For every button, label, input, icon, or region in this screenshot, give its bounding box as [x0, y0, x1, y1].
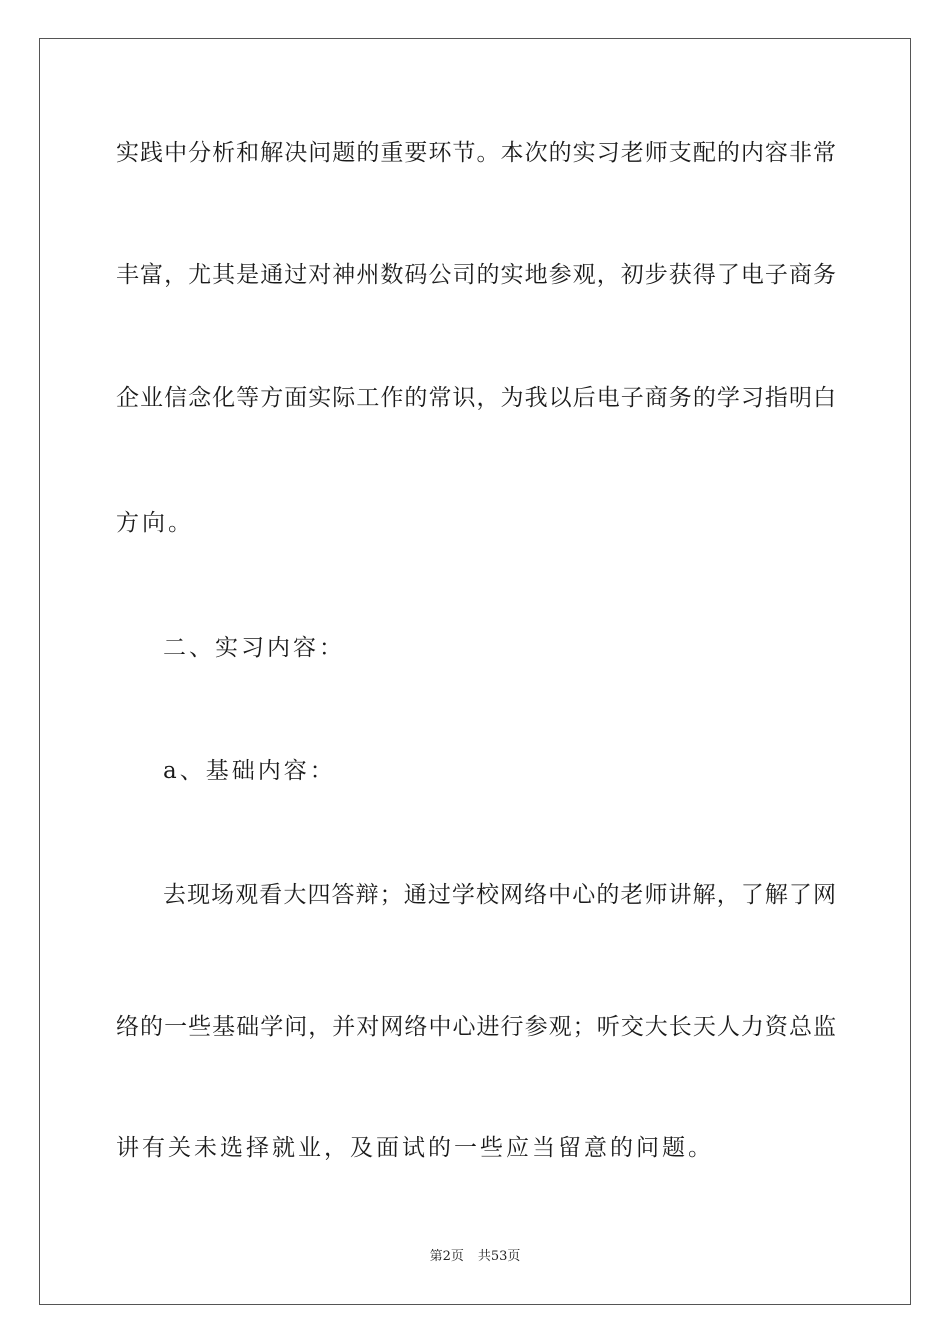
text-line: 讲有关未选择就业，及面试的一些应当留意的问题。: [116, 1135, 714, 1161]
text-line: 丰富，尤其是通过对神州数码公司的实地参观，初步获得了电子商务: [116, 262, 836, 288]
text-line: 方向。: [116, 510, 194, 536]
section-heading: 二、实习内容：: [163, 635, 345, 661]
page-total: 共53页: [477, 1249, 521, 1264]
text-line: 企业信念化等方面实际工作的常识，为我以后电子商务的学习指明白: [116, 385, 836, 411]
subsection-heading: a、基础内容：: [163, 758, 336, 784]
text-line: 实践中分析和解决问题的重要环节。本次的实习老师支配的内容非常: [116, 140, 836, 166]
text-line: 去现场观看大四答辩；通过学校网络中心的老师讲解，了解了网: [163, 882, 836, 908]
page-footer: [0, 1248, 950, 1266]
page-number: 第2页: [429, 1249, 464, 1264]
page-border: [39, 38, 911, 1305]
text-line: 络的一些基础学问，并对网络中心进行参观；听交大长天人力资总监: [116, 1014, 836, 1040]
